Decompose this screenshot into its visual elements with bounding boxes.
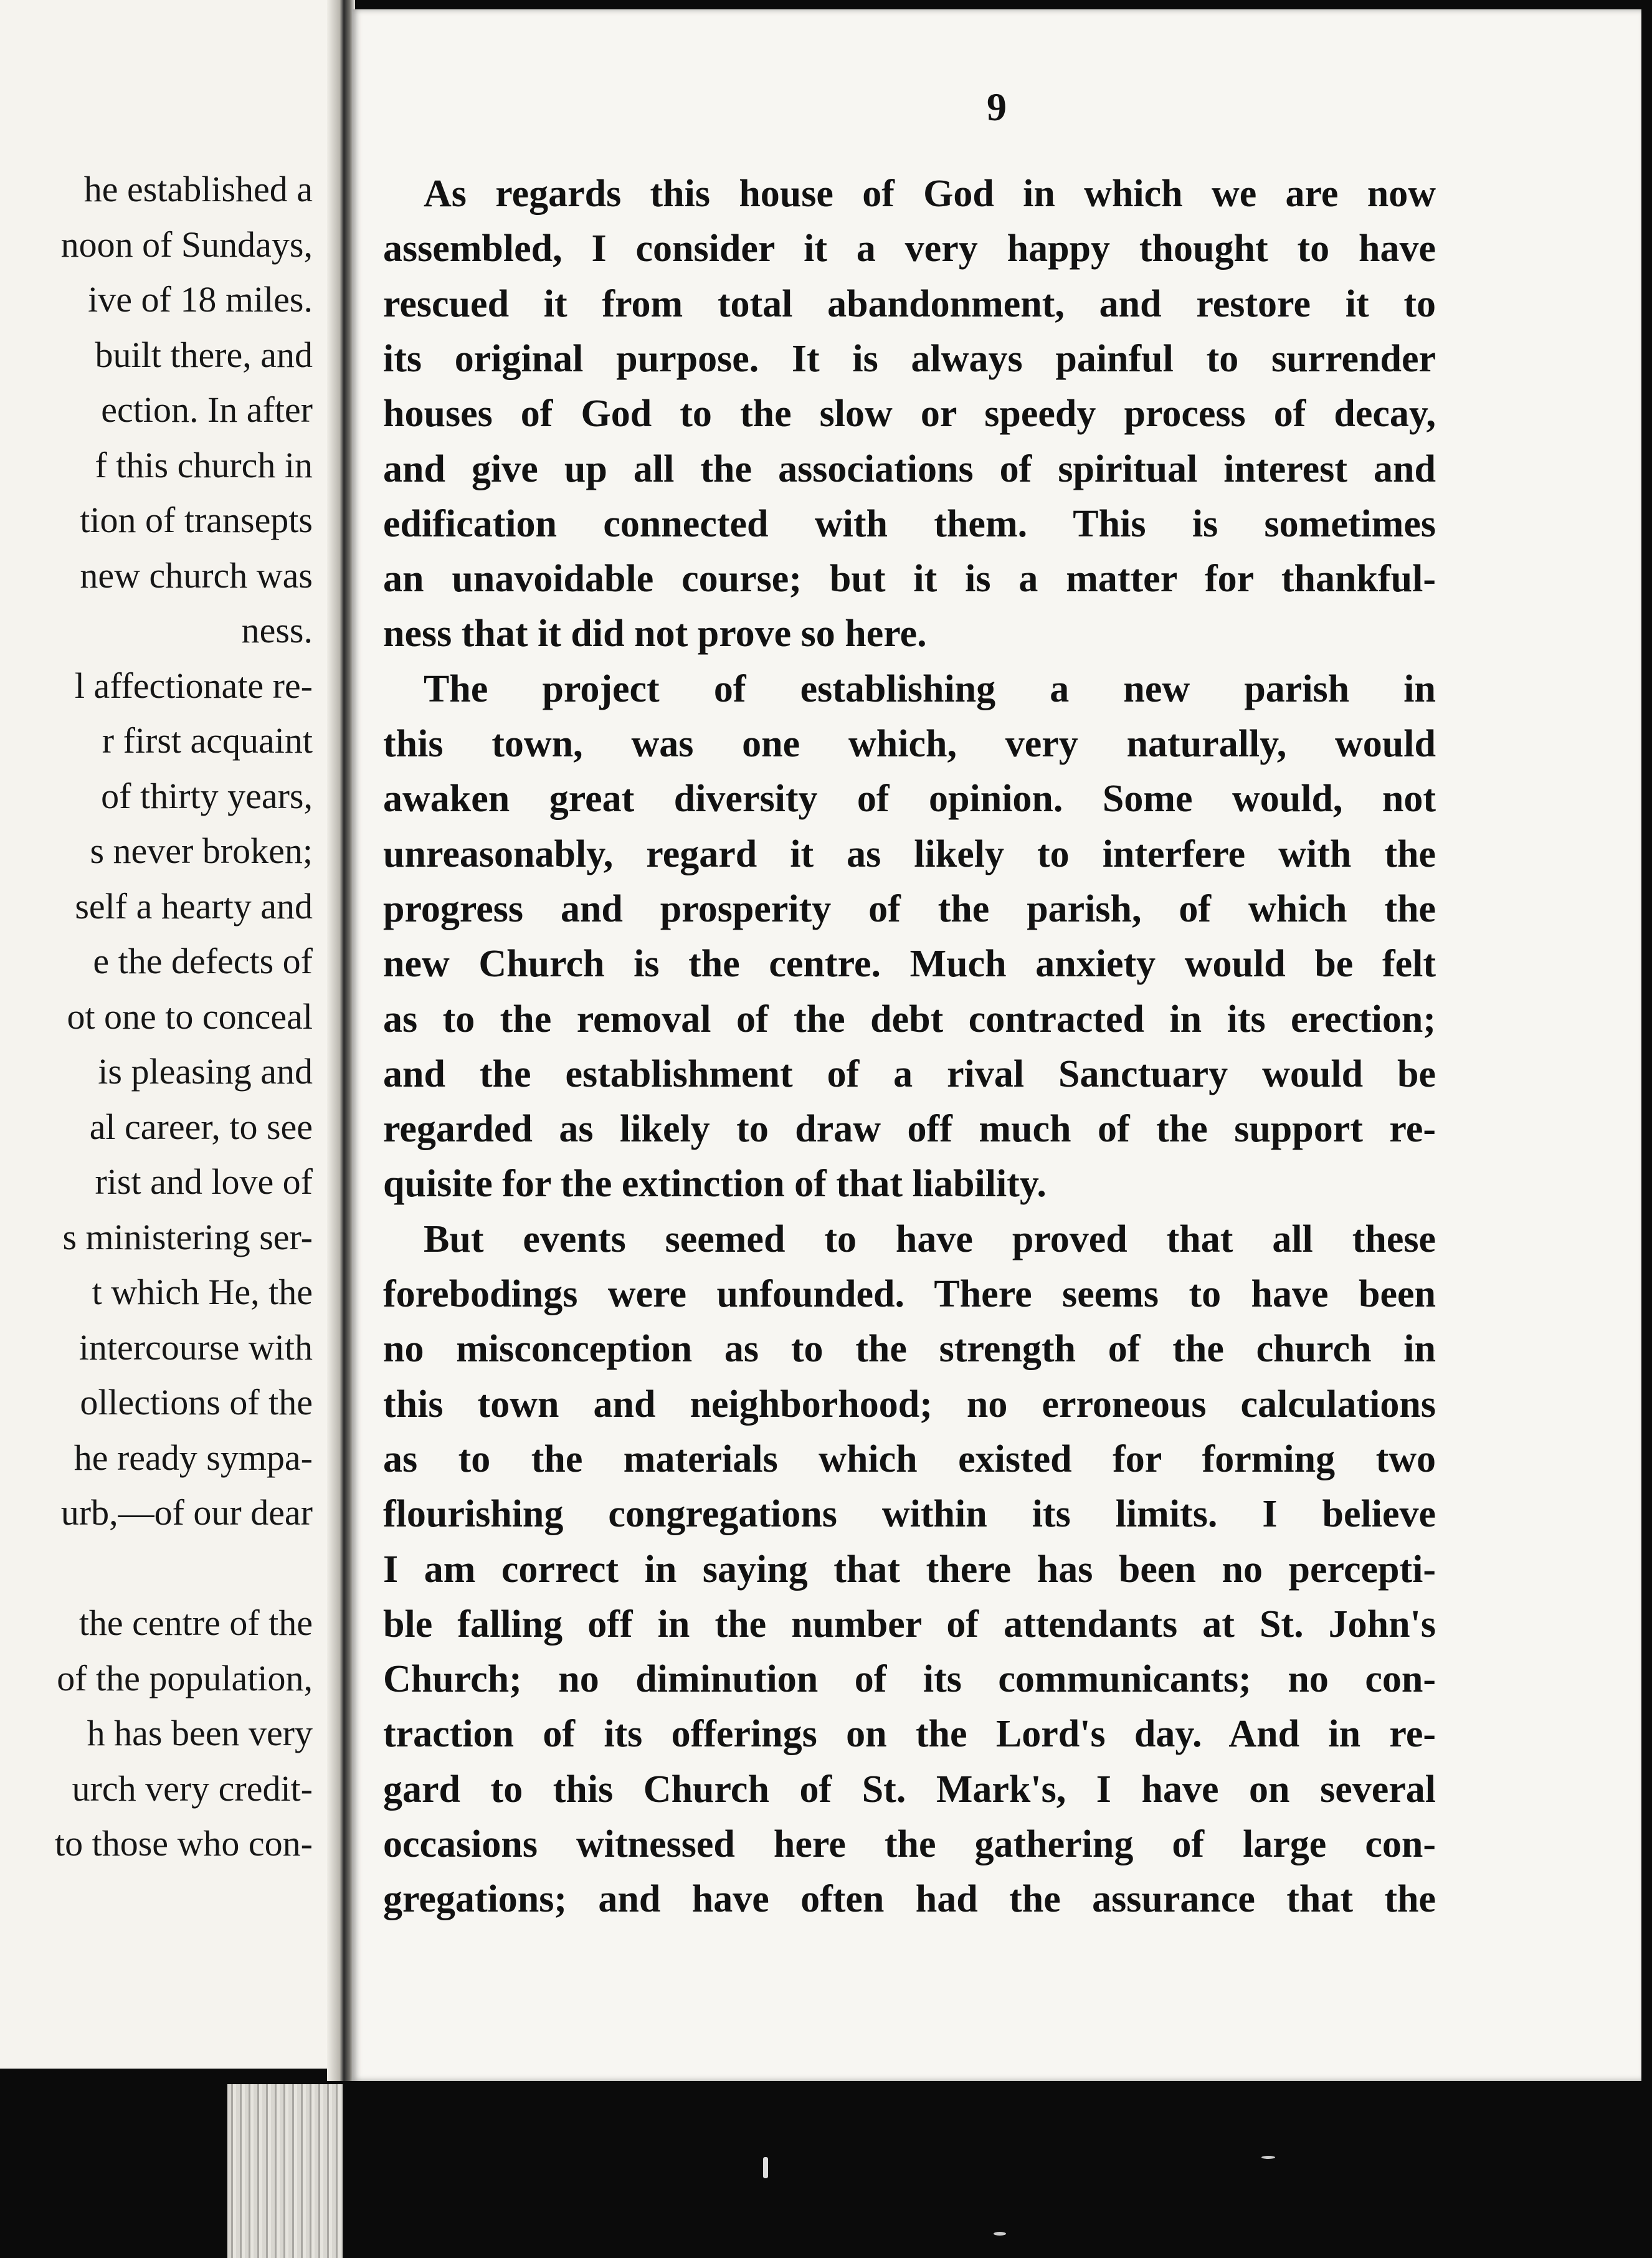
previous-page-line: s ministering ser- <box>62 1216 313 1257</box>
previous-page-line: ection. In after <box>101 389 313 430</box>
previous-page-line: is pleasing and <box>98 1051 313 1092</box>
body-text-line: rescued it from total abandonment, and restore it to <box>383 282 1436 325</box>
body-text-line: gregations; and have often had the assurance that the <box>383 1878 1436 1921</box>
body-text-line: ness that it did not prove so here. <box>383 612 927 655</box>
previous-page-line: self a hearty and <box>75 885 313 927</box>
body-text-line: awaken great diversity of opinion. Some would, not <box>383 778 1436 821</box>
previous-page-line: f this church in <box>95 444 313 485</box>
previous-page-line: ive of 18 miles. <box>88 279 313 320</box>
previous-page-line: ness. <box>241 610 313 650</box>
page-number: 9 <box>987 85 1007 129</box>
previous-page-line: al career, to see <box>89 1106 313 1147</box>
body-text-line: houses of God to the slow or speedy process of decay, <box>383 393 1436 436</box>
previous-page-line: he ready sympa- <box>74 1437 313 1478</box>
body-text-line: The project of establishing a new parish in <box>424 667 1436 710</box>
book-gutter <box>327 0 355 2081</box>
previous-page-line: urb,—of our dear <box>60 1492 313 1533</box>
body-text-line: traction of its offerings on the Lord's day. And in re- <box>383 1713 1436 1756</box>
body-text-line: ble falling off in the number of attendants at St. John's <box>383 1603 1436 1646</box>
previous-page-line: intercourse with <box>78 1327 313 1368</box>
body-text-line: unreasonably, regard it as likely to interfere with the <box>383 832 1436 875</box>
body-text-line: and the establishment of a rival Sanctuary would be <box>383 1052 1436 1095</box>
body-text-line: new Church is the centre. Much anxiety would be felt <box>383 943 1436 986</box>
body-text-line: I am correct in saying that there has been no percepti- <box>383 1548 1436 1591</box>
previous-page-line: e the defects of <box>93 941 313 981</box>
body-text-line: as to the removal of the debt contracted in its erection; <box>383 998 1436 1041</box>
body-text-line: progress and prosperity of the parish, of which the <box>383 887 1436 930</box>
body-text-line: regarded as likely to draw off much of the support re- <box>383 1108 1436 1151</box>
body-text-line: forebodings were unfounded. There seems to have been <box>383 1273 1436 1315</box>
previous-page-line: built there, and <box>95 334 313 375</box>
previous-page-line: ollections of the <box>80 1382 313 1422</box>
body-text-line: Church; no diminution of its communicants; no con- <box>383 1658 1436 1701</box>
scan-speck <box>1261 2156 1275 2159</box>
previous-page-line: r first acquaint <box>102 720 313 761</box>
previous-page-line: of thirty years, <box>101 775 313 816</box>
previous-page-line: the centre of the <box>78 1603 313 1643</box>
body-text-line: this town and neighborhood; no erroneous calculations <box>383 1383 1436 1426</box>
previous-page-line: to those who con- <box>55 1823 313 1864</box>
body-text-line: quisite for the extinction of that liability. <box>383 1163 1047 1206</box>
page-edges <box>227 2084 343 2258</box>
body-text-line: occasions witnessed here the gathering of large con- <box>383 1823 1436 1865</box>
previous-page-line: h has been very <box>87 1713 313 1753</box>
previous-page-line: s never broken; <box>90 831 313 871</box>
body-text-line: its original purpose. It is always painful to surrender <box>383 337 1436 380</box>
body-text-line: flourishing congregations within its limits. I believe <box>383 1493 1436 1536</box>
previous-page-line: rist and love of <box>95 1161 313 1202</box>
body-text-line: and give up all the associations of spiritual interest and <box>383 447 1436 490</box>
previous-page-line: noon of Sundays, <box>60 224 313 265</box>
body-text-line: But events seemed to have proved that all these <box>424 1217 1436 1260</box>
body-text-line: gard to this Church of St. Mark's, I have on several <box>383 1768 1436 1811</box>
previous-page <box>0 0 346 2069</box>
previous-page-line: ot one to conceal <box>67 996 313 1037</box>
previous-page-line: new church was <box>80 555 313 596</box>
previous-page-text <box>0 0 330 2069</box>
body-text-line: assembled, I consider it a very happy thought to have <box>383 227 1436 270</box>
previous-page-line: urch very credit- <box>72 1768 313 1809</box>
body-text-line: this town, was one which, very naturally, would <box>383 723 1436 765</box>
scan-speck <box>994 2232 1006 2236</box>
body-text-line: no misconception as to the strength of the church in <box>383 1328 1436 1371</box>
body-text-line: edification connected with them. This is sometimes <box>383 502 1436 545</box>
scan-speck <box>763 2157 768 2178</box>
previous-page-line: he established a <box>83 169 313 209</box>
body-text-line: as to the materials which existed for forming two <box>383 1437 1436 1480</box>
body-text-line: an unavoidable course; but it is a matter for thankful- <box>383 558 1436 601</box>
previous-page-line: tion of transepts <box>80 500 313 540</box>
previous-page-line: t which He, the <box>92 1272 313 1312</box>
previous-page-line: of the population, <box>57 1657 313 1698</box>
body-text-line: As regards this house of God in which we are now <box>424 173 1436 215</box>
previous-page-line: l affectionate re- <box>74 665 313 706</box>
